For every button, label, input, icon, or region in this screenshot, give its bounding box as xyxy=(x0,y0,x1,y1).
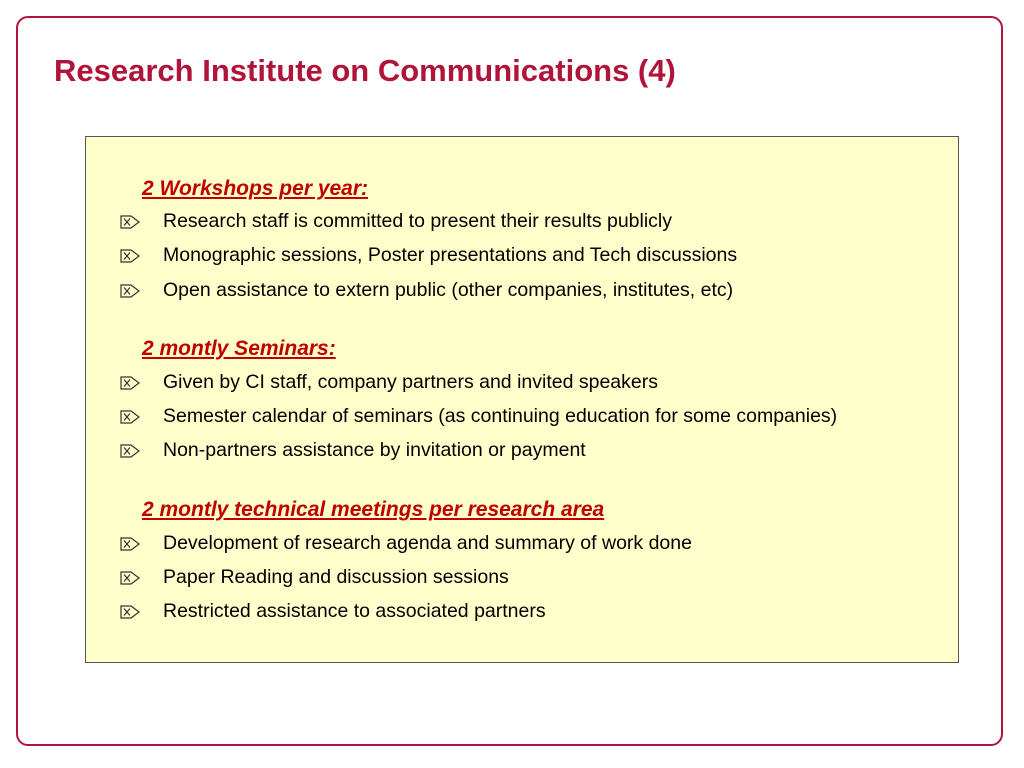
bullet-text: Non-partners assistance by invitation or payment xyxy=(163,439,586,461)
ballot-x-in-box-icon xyxy=(120,376,140,390)
bullet-text: Semester calendar of seminars (as continuing education for some companies) xyxy=(163,405,838,427)
ballot-x-in-box-icon xyxy=(120,537,140,551)
ballot-x-in-box-icon xyxy=(120,284,140,298)
ballot-x-in-box-icon xyxy=(120,444,140,458)
ballot-x-in-box-icon xyxy=(120,605,140,619)
ballot-x-in-box-icon xyxy=(120,571,140,585)
section-heading-technical-meetings: 2 montly technical meetings per research area xyxy=(142,498,605,521)
section-heading-workshops: 2 Workshops per year: xyxy=(142,177,369,200)
ballot-x-in-box-icon xyxy=(120,249,140,263)
ballot-x-in-box-icon xyxy=(120,215,140,229)
bullet-text: Monographic sessions, Poster presentations and Tech discussions xyxy=(163,244,738,266)
bullet-text: Restricted assistance to associated partners xyxy=(163,600,546,622)
content-box xyxy=(85,136,959,663)
slide-title: Research Institute on Communications (4) xyxy=(54,53,676,88)
ballot-x-in-box-icon xyxy=(120,410,140,424)
section-heading-seminars: 2 montly Seminars: xyxy=(142,337,336,360)
bullet-text: Development of research agenda and summary of work done xyxy=(163,532,692,554)
bullet-text: Given by CI staff, company partners and invited speakers xyxy=(163,371,658,393)
bullet-text: Open assistance to extern public (other companies, institutes, etc) xyxy=(163,279,734,301)
bullet-text: Research staff is committed to present their results publicly xyxy=(163,210,673,232)
bullet-text: Paper Reading and discussion sessions xyxy=(163,566,509,588)
